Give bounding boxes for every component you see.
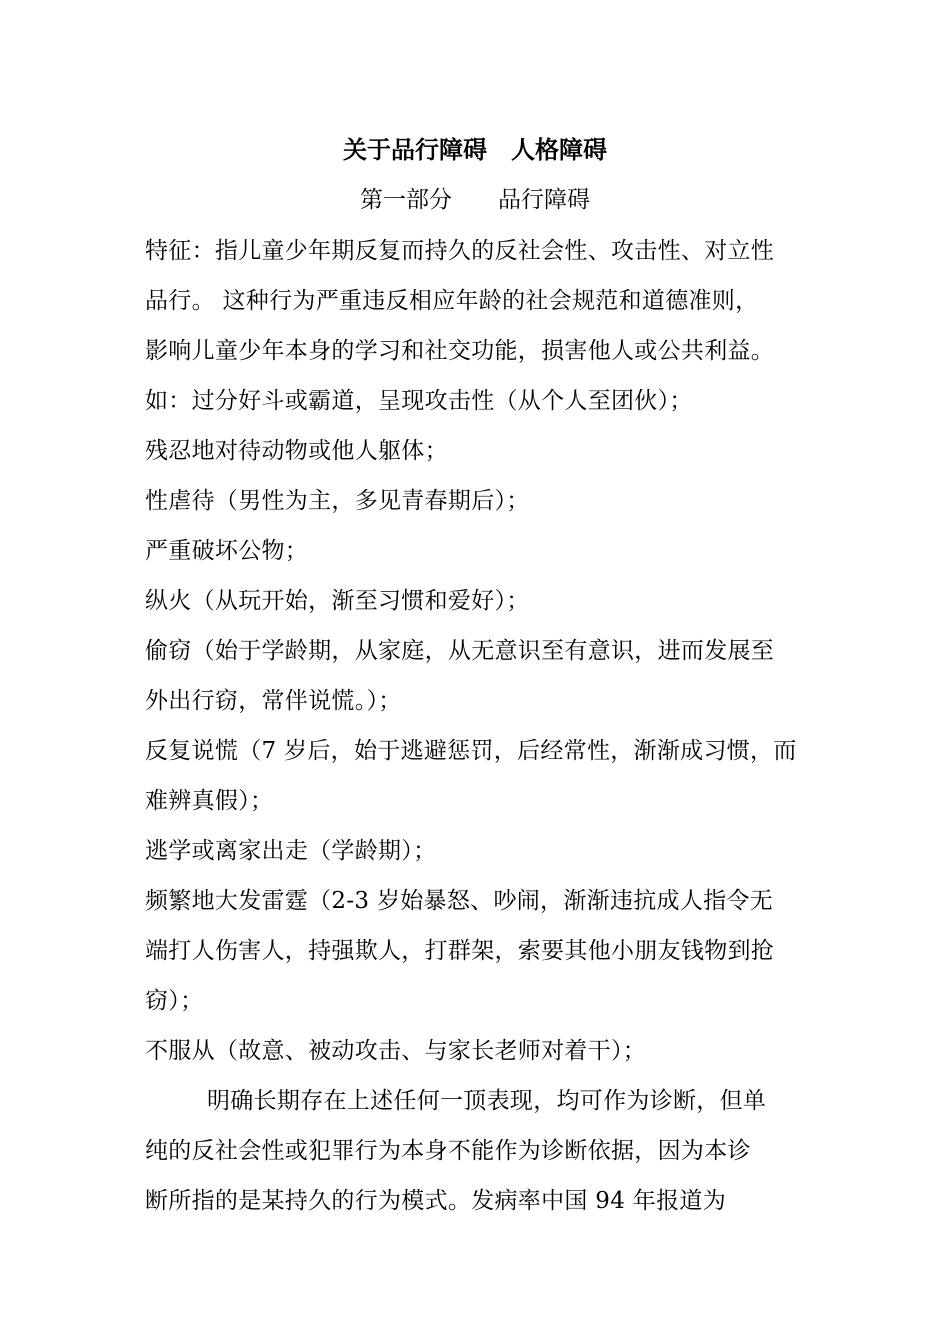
body-line: 端打人伤害人，持强欺人，打群架，索要其他小朋友钱物到抢	[145, 938, 775, 964]
body-line: 偷窃（始于学龄期，从家庭，从无意识至有意识，进而发展至	[145, 638, 775, 664]
document-title: 关于品行障碍 人格障碍	[343, 135, 607, 164]
body-line: 频繁地大发雷霆（2-3 岁始暴怒、吵闹，渐渐违抗成人指令无	[145, 888, 774, 914]
body-line: 窃）；	[145, 988, 204, 1014]
body-line: 断所指的是某持久的行为模式。发病率中国 94 年报道为	[145, 1188, 726, 1214]
body-line: 严重破坏公物；	[145, 538, 309, 564]
body-line: 纯的反社会性或犯罪行为本身不能作为诊断依据，因为本诊	[145, 1138, 751, 1164]
body-line: 逃学或离家出走（学龄期）；	[145, 838, 437, 864]
body-line: 特征：指儿童少年期反复而持久的反社会性、攻击性、对立性	[145, 238, 775, 264]
body-line: 纵火（从玩开始，渐至习惯和爱好）；	[145, 588, 530, 614]
document-body	[145, 231, 825, 1231]
body-line: 反复说慌（7 岁后，始于逃避惩罚，后经常性，渐渐成习惯，而	[145, 738, 797, 764]
body-line: 影响儿童少年本身的学习和社交功能，损害他人或公共利益。	[145, 338, 775, 364]
body-line: 不服从（故意、被动攻击、与家长老师对着干）；	[145, 1038, 647, 1064]
section-heading: 第一部分 品行障碍	[360, 187, 590, 213]
body-line: 难辨真假）；	[145, 788, 274, 814]
body-line: 性虐待（男性为主，多见青春期后）；	[145, 488, 530, 514]
paragraph-first-line: 明确长期存在上述任何一顶表现，均可作为诊断，但单	[207, 1088, 767, 1114]
body-line: 如：过分好斗或霸道，呈现攻击性（从个人至团伙）；	[145, 388, 693, 414]
body-line: 外出行窃，常伴说慌。）；	[145, 688, 402, 714]
body-line: 品行。 这种行为严重违反相应年龄的社会规范和道德准则，	[145, 288, 759, 314]
body-line: 残忍地对待动物或他人躯体；	[145, 438, 448, 464]
